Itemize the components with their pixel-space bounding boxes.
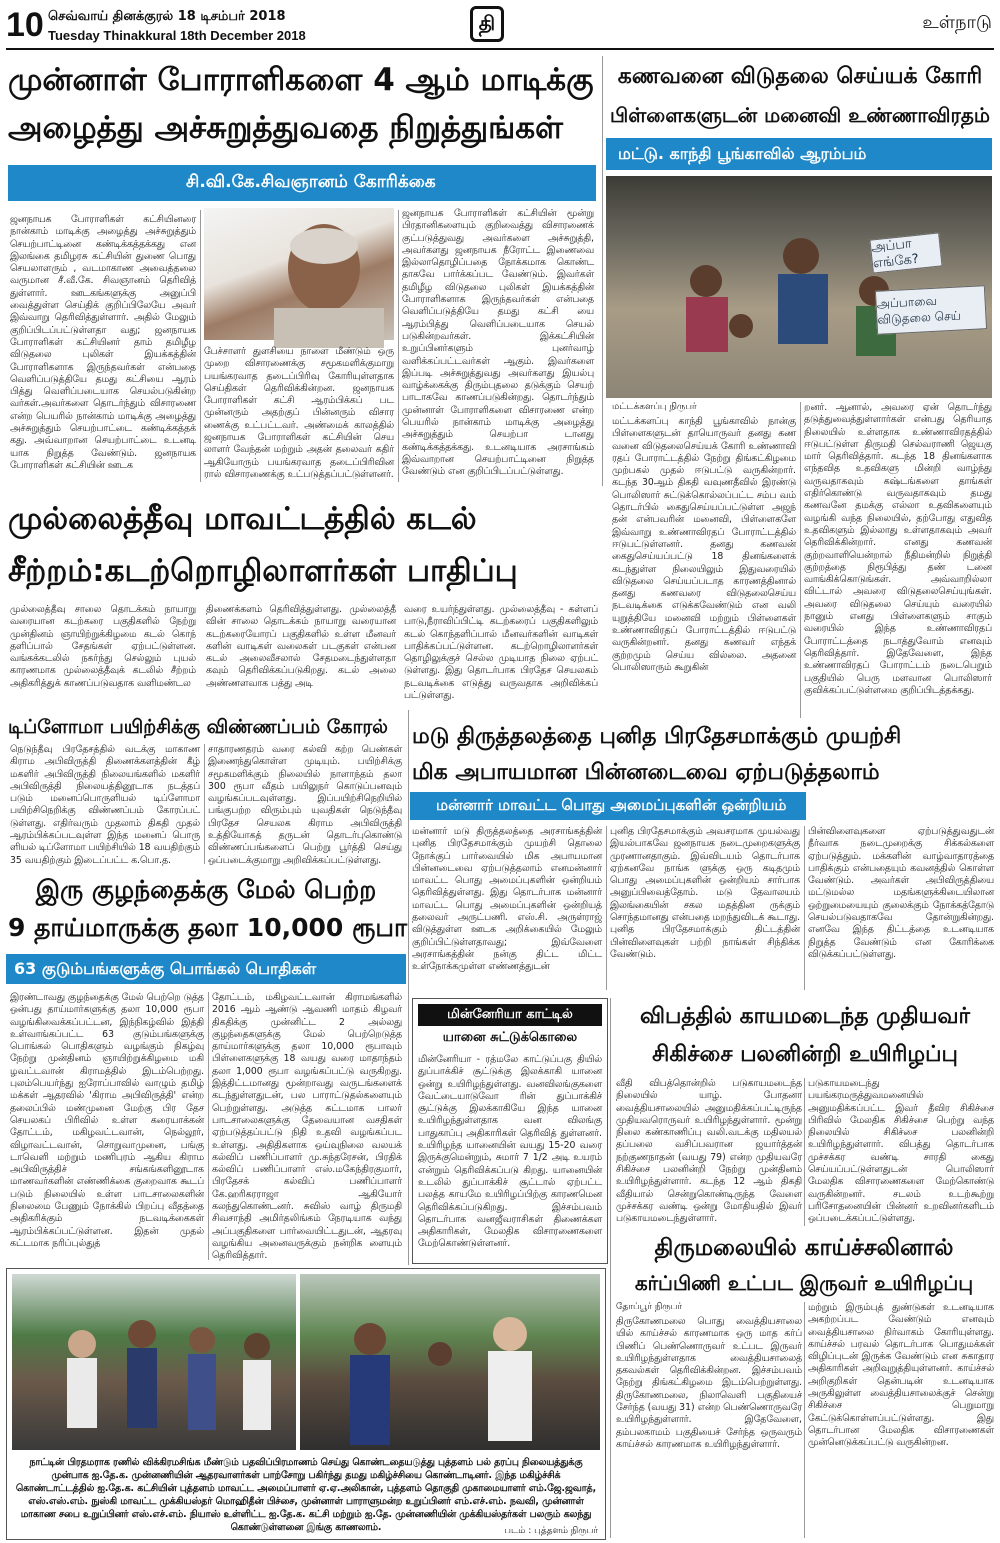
column-rule [204, 744, 205, 864]
story3-col2: திணைக்களம் தெரிவித்துள்ளது. முல்லைத்தீ வின் சாலை தொடக்கம் நாயாறு வரையான கடற்கரையோரப் பகுதிகளில் உள்ள மீனவர் களின் வாடிகள் வலைகள் படகுகள் என்பன கடல் அலைவீசலால் சேதமடைந்துள்ளதா கவும் தெரிவிக்கப்படுகிறது. கடல் அலை அண்ணளவாக பத்து அடி [206, 604, 396, 689]
story1-portrait-photo [204, 208, 394, 340]
column-rule [208, 992, 209, 1260]
column-rule [804, 826, 805, 990]
page-number: 10 [6, 6, 44, 44]
story3-col1: முல்லைத்தீவு சாலை தொடக்கம் நாயாறு வரையான கடற்கரை பகுதிகளில் நேற்று முன்தினம் ஞாயிற்றுக்கிழமை கடல் கொந் தளிப்பால் சேதங்கள் ஏற்பட்டுள்ளன. வங்கக்கடலில் நகர்ந்து செல்லும் புயல் காரணமாக முல்லைத்தீவுக் கடலில் சீற்றம் அதிகரித்துக் காணப்படுவதாக வளிமண்டல [10, 604, 196, 689]
story6-col1: மன்னார் மடு திருத்தலத்தை அரசாங்கத்தின் புனித பிரதேசமாக்கும் முயற்சி தொலை நோக்குப் பார்வையில் மிக அபாயமான பின்னடைவை ஏற்படுத்தலாம் எனமன்னார் மாவட்ட பொது அமைப்புகளின் ஒன்றியம் தெரிவித்துள்ளது. இது தொடர்பாக மன்னார் மாவட்ட பொது அமைப்புகளின் ஒன்றியத் தலைவர் அருட்பணி. எஸ்.சி. அருள்ராஜ் விடுத்துள்ள ஊடக அறிக்கையில் மேலும் குறிப்பிட்டுள்ளதாவது; இவ்வேளை அரசாங்கத்தின் நன்கு திட்ட மிட்ட உள்நோக்கமுள்ள எண்ணத்துடன் [412, 826, 602, 973]
story9-col2: மற்றும் இரும்புத் துண்டுகள் உடனடியாக அகற்றப்பட வேண்டும் எனவும் வைத்தியசாலை நிர்வாகம் கோரியுள்ளது. காய்ச்சல் பரவல் தொடர்பாக பொதுமக்கள் விழிப்புடன் இருக்க வேண்டும் என சுகாதார அதிகாரிகள் அறிவுறுத்தியுள்ளனர். காய்ச்சல் அறிகுறிகள் தென்படின் உடனடியாக அருகிலுள்ள வைத்தியசாலைக்குச் சென்று சிகிச்சை பெறுமாறு கேட்டுக்கொள்ளப்பட்டுள்ளது. இது தொடர்பான மேலதிக விசாரணைகள் முன்னெடுக்கப்பட்டு வருகின்றன. [808, 1302, 994, 1449]
protest-sign-2: அப்பாவை விடுதலை செய் [875, 285, 987, 335]
bottom-photo-caption: நாட்டின் பிரதமராக ரணில் விக்கிரமசிங்க மீண்டும் பதவிப்பிரமாணம் செய்து கொண்டதையடுத்து புத்தளம் பல் தரப்பு நிலையத்துக்கு முன்பாக ஐ.தே.க. முன்னணியின் ஆதரவாளர்கள் பாற்சோறு பகிர்ந்து தமது மகிழ்ச்சியை கொண்டாடினர். இந்த மகிழ்ச்சிக் கொண்டாட்டத்தில் ஐ.தே.க. கட்சியின் புத்தளம் மாவட்ட அமைப்பாளர் ஏ.ஏ.அலிகான், புத்தளம் தொகுதி முகாமையாளர் எம்.ஜே.ஜவாத், எஸ்.எஸ்.எம். நுஸ்கி மாவட்ட முக்கியஸ்தர் மொஹிதீன் பிச்சை, முன்னாள் பாராளுமன்ற உறுப்பினர் எம்.எச்.எம். நவவி, முன்னாள் மாகாண சபை உறுப்பினர் எஸ்.எச்.எம். நியாஸ் உள்ளிட்ட ஐ.தே.க. கட்சி மற்றும் ஐ.தே. முன்னணியின் முக்கியஸ்தர்கள் பலரும் கலந்து கொண்டுள்ளனை இங்கு காணலாம். [15, 1457, 597, 1533]
handshake-figures-icon [300, 1274, 600, 1450]
story2-headline-1: கணவனை விடுதலை செய்யக் கோரி [617, 64, 983, 89]
story9-headline-1: திருமலையில் காய்ச்சலினால் [654, 1235, 954, 1261]
story2-col1: மட்டக்களப்பு காந்தி பூங்காவில் நான்கு பிள்ளைகளுடன் தாயொருவர் தனது கண வனை விடுதலைசெய்யக் கோரி உண்ணாவி ரதப் போராட்டத்தில் நேற்று திங்கட்கிழமை முற்பகல் முதல் ஈடுபட்டு வருகின்றார். கடந்த 30ஆம் திகதி வவுணதீவில் இரண்டு பொலிஸார் சுட்டுக்கொல்லப்பட்ட சம்ப வம் தொடர்பில் கைதுசெய்யப்பட்டுள்ள அஜந் தன் என்பவரின் மனைவி, பிள்ளைகளே இவ்வாறு உண்ணாவிரதப் போராட்டத்தில் ஈடுபட்டுள்ளனர். தனது கணவன் கைதுசெய்யப்பட்டு 18 தினங்களைக் கடந்துள்ள நிலையிலும் இதுவரையில் விடுதலை செய்யப்படாத காரணத்தினால் தனது கணவரை விடுதலைசெய்ய நடவடிக்கை எடுக்கவேண்டும் என வலி யுறுத்தியே மனைவி மற்றும் பிள்ளைகள் உண்ணாவிரதப் போராட்டத்தில் ஈடுபட்டு வருகின்றனர். தனது கணவர் எந்தக் குற்றமும் செய்ய வில்லை. அதனை பொலிஸாரும் கூறுகின் [612, 416, 796, 673]
story6-col2: புனித பிரதேசமாக்கும் அவசரமாக முயல்வது இயல்பாகவே ஜனநாயக நடைமுறைகளுக்கு முரணானதாகும். இவ்விடயம் தொடர்பாக ஏற்கனவே நாங்க ளுக்கு ஒரு கடிதமும் பொது அமைப்புகளின் ஒன்றியம் சார்பாக அனுப்பிவைத்தோம். மடு தேவாலயம் இலங்கையின் சகல மதத்தின ருக்கும் சொந்தமானது என்பதை மறந்துவிடக் கூடாது. புனித பிரதேசமாக்கும் திட்டத்தின் பின்விளைவுகள் பற்றி நாங்கள் சிந்திக்க வேண்டும். [610, 826, 800, 960]
column-rule [804, 1078, 805, 1226]
story1-col1: ஜனநாயக போராளிகள் கட்சியினரை நான்காம் மாடிக்கு அழைத்து அச்சுறுத்தும் செயற்பாட்டினை கண்டிக்கத்தக்கது என இலங்கை தமிழரசு கட்சியின் துணை பொது செயலாளரும் , வடமாகாண அவைத்தலை வருமான சீ.வீ.கே. சிவஞானம் தெரிவித் துள்ளார். ஊடகங்களுக்கு அனுப்பி வைத்துள்ள செய்திக் குறிப்பிலேயே அவர் இவ்வாறு தெரிவித்துள்ளார். அதில் மேலும் குறிப்பிடப்பட்டுள்ளதா வது; ஜனநாயக போராளிகள் கட்சியினர் தாம் தமிழீழ விடுதலை புலிகள் இயக்கத்தின் போராளிகளாக இருந்தவர்கள் என்பதை வெளிப்படுத்தியே தமது கட்சியை ஆரம் பித்து வெளிப்படையாக செயல்படுகின்ற வர்கள்.அவர்களை தொடர்ந்தும் விசாரணை என்ற பெயரில் நான்காம் மாடிக்கு அழைத்து அச்சுறுத்தும் செயற்பாட்டை கண்டிக்கத்தக் கது. அவ்வாறான செயற்பாட்டை உடனடி யாக நிறுத்த வேண்டும். ஜனநாயக போராளிகள் கட்சியின் ஊடக [10, 214, 196, 471]
story1-headline-2: அழைத்து அச்சுறுத்துவதை நிறுத்துங்கள் [8, 110, 564, 146]
story6-subhead: மன்னார் மாவட்ட பொது அமைப்புகளின் ஒன்றியம் [410, 792, 806, 820]
column-rule [610, 998, 611, 1538]
bottom-photo-credit: படம் : புத்தளம் நிருபர் [504, 1526, 598, 1536]
story2-subhead: மட்டு. காந்தி பூங்காவில் ஆரம்பம் [606, 138, 992, 170]
story8-col2: படுகாயமடைந்து பயங்கரமருத்துவமனையில் அனுமதிக்கப்பட்ட இவர் தீவிர சிகிச்சை பிரிவில் மேலதிக சிகிச்சை பெற்று வந்த நிலையில் சிகிச்சை பலனின்றி உயிரிழந்துள்ளார். விபத்து தொடர்பாக முச்சக்கர வண்டி சாரதி கைது செய்யப்பட்டுள்ளதுடன் பொலிஸார் மேலதிக விசாரணைகளை மேற்கொண்டு வருகின்றனர். சடலம் உடற்கூற்று பரிசோதனையின் பின்னர் உறவினர்களிடம் ஒப்படைக்கப்பட்டுள்ளது. [808, 1078, 994, 1225]
story9-col1: திருகோணமலை பொது வைத்தியசாலை யில் காய்ச்சல் காரணமாக ஒரு மாத கர்ப் பிணிப் பெண்ணொருவர் உட்பட இருவர் உயிரிழந்துள்ளதாக வைத்தியசாலைத் தகவல்கள் தெரிவிக்கின்றன. இச்சம்பவம் நேற்று திங்கட்கிழமை இடம்பெற்றுள்ளது. திருகோணமலை, நிலாவெளி பகுதியைச் சேர்ந்த (வயது 31) என்ற பெண்ணொருவரே உயிரிழந்துள்ளார். இதேவேளை, தம்பலகாமம் பகுதியைச் சேர்ந்த ஒருவரும் காய்ச்சல் காரணமாக உயிரிழந்துள்ளார். [616, 1316, 802, 1450]
story9-credit: தோப்பூர் நிருபர் [616, 1302, 683, 1312]
story3-col3: வரை உயர்ந்துள்ளது. முல்லைத்தீவு - கள்ளப் பாடு,நீராவிப்பிட்டி கடற்கரைப் பகுதிகளிலும் கடல் கொந்தளிப்பால் மீனவர்களின் வாடிகள் பாதிக்கப்பட்டுள்ளன. கடற்றொழிலாளர்கள் தொழிலுக்குச் செல்ல முடியாத நிலை ஏற்பட் டுள்ளது. இது தொடர்பாக பிரதேச செயலகம் நடவடிக்கை எடுத்து வருவதாக அறிவிக்கப் பட்டுள்ளது. [404, 604, 598, 702]
story3-headline-2: சீற்றம்:கடற்றொழிலாளர்கள் பாதிப்பு [8, 553, 518, 589]
story6-headline-2: மிக அபாயமான பின்னடைவை ஏற்படுத்தலாம் [412, 760, 880, 785]
story8-headline-2: சிகிச்சை பலனின்றி உயிரிழப்பு [652, 1042, 958, 1067]
story1-col2: பேச்சாளர் துளசியை நாளை மீண்டும் ஒரு முறை விசாரணைக்கு சமூகமளிக்குமாறு பயங்கரவாத தடைப்பிரிவு கோரியுள்ளதாக செய்திகள் தெரிவிக்கின்றன. ஜனநாயக போராளிகள் கட்சி ஆரம்பிக்கப் பட முன்னரும் அதற்குப் பின்னரும் விசார ணைக்கு உட்பட்டவர். அண்மைக் காலத்தில் ஜனநாயக போராளிகள் கட்சியின் செய லாளர் வேந்தன் மற்றும் அதன் தலைவர் கதிர் ஆகியோரும் பயங்கரவாத தடைப்பிரிவின ரால் விசாரணைக்கு உட்படுத்தப்பட்டுள்ளனர். [204, 346, 394, 480]
portrait-figure-icon [204, 208, 394, 340]
story6-headline-1: மடு திருத்தலத்தை புனித பிரதேசமாக்கும் முயற்சி [412, 724, 902, 749]
story5-headline-2: 9 தாய்மாருக்கு தலா 10,000 ரூபா [8, 913, 408, 942]
story6-col3: பின்விளைவுகளை ஏற்படுத்துவதுடன் நீர்வாக நடைமுறைக்கு சிக்கல்களை ஏற்படுத்தும். மக்களின் வாழ்வாதாரத்தை பாதிக்கும் என்பதையும் கவனத்தில் கொள்ள வேண்டும். அவர்கள் அபிவிருத்தியை மட்டுமல்ல மதங்களுக்கிடையிலான ஒற்றுமையையும் குலைக்கும் நோக்கத்தோடு செயல்படுவதாகவே தோன்றுகின்றது. எனவே இந்த திட்டத்தை உடனடியாக நிறுத்த வேண்டும் என கோரிக்கை விடுக்கப்பட்டுள்ளது. [808, 826, 994, 960]
column-rule [602, 56, 603, 486]
story5-col2: தோட்டம், மகிழவட்டவான் கிராமங்களில் 2016 ஆம் ஆண்டு ஆவணி மாதம் கிழவர் திகதிக்கு முன்னிட்ட 2 அல்லது குழந்தைகளுக்கு மேல் பெற்றெடுத்த தாய்மார்களுக்கு தலா 10,000 ரூபாவும் பிள்ளைகளுக்கு 18 வயது வரை மாதாந்தம் தலா 1,000 ரூபா வழங்கப்பட்டு வருகிறது. இத்திட்டமானது மூன்றாவது வருடங்களைக் கடந்துள்ளதுடன், பல பாராட்டுதல்களையும் பெற்றுள்ளது. அடுத்த கட்டமாக பாலர் பாடசாலைகளுக்கு தேவையான வசதிகள் ஏற்படுத்தப்பட்டு நிதி உதவி வழங்கப்பட உள்ளது. அதிதிகளாக ஒய்வுநிலை வலயக் கல்விப் பணிப்பாளர் மு.சுந்தரேசன், பிரதிக் கல்விப் பணிப்பாளர் எஸ்.மகேந்திரகுமார், பிரதேசக் கல்விப் பணிப்பாளர் கே.ஹரிகரராஜா ஆகியோர் கலந்துகொண்டனர். சுவிஸ் வாழ் திருமதி சிவசாந்தி அமிர்தலிங்கம் நேரடியாக வந்து அப்பகுதிகளை பார்வையிட்டதுடன், ஆதரவு வழங்கிய அனைவருக்கும் நன்றிக ளையும் தெரிவித்தார். [212, 992, 402, 1262]
story2-credit: மட்டக்களப்பு நிருபர் [612, 402, 697, 412]
column-rule [408, 710, 409, 1265]
section-name: உள்நாடு [922, 12, 992, 33]
newspaper-logo: தி [470, 6, 504, 42]
story5-col1: இரண்டாவது குழந்தைக்கு மேல் பெற்றெ டுத்த ஒன்பது தாய்மார்களுக்கு தலா 10,000 ரூபா வழங்கிவைக்கப்பட்டன, இந்நிகழ்வில் இத்தி உள்வாங்கப்பட்ட 63 குடும்பங்களுக்கு பொங்கல் பொதிகளும் வழங்கும் நிகழ்வு நேற்று முன்தினம் ஞாயிற்றுக்கிழமை மகி ழவட்டவான் கிராமத்தில் இடம்பெற்றது. புலம்பெயர்ந்து ஐரோப்பாவில் வாழும் தமிழ் மக்கள் ஆதரவில் 'கிராம அபிவிருத்தி' என்ற தலைப்பில் மண்முனை மேற்கு பிர தேச செயலகப் பிரிவில் உள்ள கரையாக்கன் தோட்டம், மகிழவட்டவான், நெல்லூர், விழாவட்டவான், சொறுவாமுனை, பங்கு டாவெளி மற்றும் மணிபுரம் ஆகிய கிராம அபிவிருத்திச் சங்கங்களினூடாக மாணவர்களின் எண்ணிக்கை குறைவாக கூடப் படும் நிலையில் உள்ள பாடசாலைகளின் நிலைமை பேணும் நோக்கில் பிறப்பு வீதத்தை அதிகரிக்கும் நடவடிக்கைகள் ஆரம்பிக்கப்பட்டுள்ளன. இதன் முதல் கட்டமாக நரிப்புல்துத் [10, 992, 204, 1249]
column-rule [804, 1302, 805, 1538]
column-rule [398, 210, 399, 482]
story1-subhead: சி.வி.கே.சிவஞானம் கோரிக்கை [8, 165, 596, 201]
story2-col2: றனர். ஆனால், அவரை ஏன் தொடர்ந்து தடுத்துவைத்துள்ளார்கள் என்பது தெரியாத நிலையில் உள்ளதாக உண்ணாவிரதத்தில் ஈடுபட்டுள்ள திருமதி செல்வராணி ஜெயகு மார் தெரிவித்தார். கடந்த 18 தினங்களாக எந்தவித உதவிகளு மின்றி வாழ்ந்து வருவதாகவும் கஷ்டங்களை தாங்கள் எதிர்கொண்டு வருவதாகவும் தமது கணவனே தமக்கு எல்லா உதவிகளையும் வழங்கி வந்த நிலையில், தற்போது எதுவித உதவிகளும் இல்லாது உள்ளதாகவும் அவர் தெரிவிக்கின்றார். எனது கணவன் குற்றவாளியென்றால் நீதிமன்றில் நிறுத்தி குற்றத்தை நிரூபித்து தண் டனை வாங்கிக்கொடுங்கள். அவ்வாறில்லா விட்டால் அவரை விடுதலைசெய்யுங்கள். அவரை விடுதலை செய்யும் வரையில் நானும் எனது பிள்ளைகளும் சாகும் வரையில் இந்த உண்ணாவிரதப் போராட்டத்தை நடாத்துவோம் எனவும் தெரிவித்தார். இதேவேளை, இந்த உண்ணாவிரதப் போராட்டம் நடைபெறும் பகுதியில் பெரு மளவான பொலிஸார் குவிக்கப்பட்டுள்ளமை குறிப்பிடத்தக்கது. [804, 402, 992, 696]
story8-col1: வீதி விபத்தொன்றில் படுகாயமடைந்த நிலையில் யாழ். போதனா வைத்தியசாலையில் அனுமதிக்கப்பட்டிருந்த முதியவரொருவர் உயிரிழந்துள்ளார். மூன்று நிலை கண்காணிப்பு வலி.வடக்கு மதிலயல் தப்பலை வசிப்பவரான ஜயார்த்தன் நற்குணநாதன் (வயது 79) என்ற முதியவரே சிகிச்சை பலனின்றி நேற்று முன்தினம் உயிரிழந்துள்ளார். கடந்த 12 ஆம் திகதி வீதியால் சென்றுகொண்டிருந்த வேளை முச்சக்கர வண்டி ஒன்று மோதியதில் இவர் படுகாயமடைந்துள்ளார். [616, 1078, 802, 1225]
date-english: Tuesday Thinakkural 18th December 2018 [48, 28, 306, 43]
story7-headline-2: யானை சுட்டுக்கொலை [442, 1030, 578, 1045]
protest-sign-1: அப்பா எங்கே? [869, 232, 942, 273]
story1-col3: ஜனநாயக போராளிகள் கட்சியின் மூன்று பிரதானிகளையும் குறிவைத்து விசாரணைக் குட்படுத்துவது அவர்களை அச்சுறுத்தி, அவர்களது ஜனநாயக நீரோட்ட இணைவை இல்லாதொழிப்பதை நோக்கமாக கொண்ட தாகவே பார்க்கப்பட வேண்டும். இவர்கள் தமிழீழ விடுதலை புலிகள் இயக்கத்தின் போராளிகளாக இருந்தவர்கள் என்பதை வெளிப்படுத்தியே தமது கட்சி யை ஆரம்பித்து வெளிப்படையாக செயல் படுகின்றவர்கள். இக்கட்சியின் உறுப்பினர்களும் புனர்வாழ் வளிக்கப்பட்டவர்கள் ஆகும். இவர்களை இப்படி அச்சுறுத்துவது அவர்களது இயல்பு வாழ்க்கைக்கு திரும்புதலை தடுக்கும் செயற் பாடாகவே காணப்படுகின்றது. தொடர்ந்தும் முன்னாள் போராளிகளை விசாரணை என்ற பெயரில் நான்காம் மாடிக்கு அழைத்து அச்சுறுத்தும் செயற்பா டானது கண்டிக்கத்தக்கது. உடனடியாக அரசாங்கம் இவ்வாறான செயற்பாட்டினை நிறுத்த வேண்டும் என குறிப்பிடப்பட்டுள்ளது. [402, 208, 594, 478]
story1-headline-1: முன்னாள் போராளிகளை 4 ஆம் மாடிக்கு [8, 62, 594, 98]
story2-headline-2: பிள்ளைகளுடன் மனைவி உண்ணாவிரதம் [610, 103, 990, 127]
story4-col2: சாதாரணதரம் வரை கல்வி கற்ற பெண்கள் இணைந்துகொள்ள முடியும். பயிற்சிக்கு சமூகமளிக்கும் நிலையில் நாளாந்தம் தலா 300 ரூபா வீதம் பயிலுநர் கொடுப்பனவும் வழங்கப்படவுள்ளது. இப்பயிற்சிநெறியில் பங்குபற்ற விரும்பும் யுவதிகள் நெடுந்தீவு பிரதேச செயலக கிராம அபிவிருத்தி உத்தியோகத் தருடன் தொடர்புகொண்டு விண்ணப்பங்களைப் பெற்று பூர்த்தி செய்து ஒப்படைக்குமாறு அறிவிக்கப்பட்டுள்ளது. [208, 744, 402, 866]
column-rule [800, 402, 801, 718]
column-rule [200, 210, 201, 482]
bottom-photo-left [12, 1274, 296, 1450]
story4-col1: நெடுந்தீவு பிரதேசத்தில் வடக்கு மாகாண கிராம அபிவிருத்தி திணைக்களத்தின் கீழ் மகளிர் அபிவிருத்தி நிலையங்களில் மகளிர் அபிவிருத்தி நிலையத்தினூடாக நடத்தப் படும் மனைப்பொருளியல் டிப்ளோமா பயிற்சிநெறிக்கு விண்ணப்பம் கோரப்பட் டுள்ளது. எதிர்வரும் முதலாம் திகதி முதல் ஆரம்பிக்கப்படவுள்ள இந்த மனைப் பொரு ளியல் டிப்ளோமா பயிற்சியில் 18 வயதிற்கும் 35 வயதிற்கும் இடைப்பட்ட க.பொ.த. [10, 744, 200, 866]
story4-headline: டிப்ளோமா பயிற்சிக்கு விண்ணப்பம் கோரல் [8, 716, 388, 738]
header-rule [6, 48, 994, 50]
bottom-photo-right [300, 1274, 600, 1450]
story5-headline-1: இரு குழந்தைக்கு மேல் பெற்ற [35, 875, 377, 904]
story8-headline-1: விபத்தில் காயமடைந்த முதியவர் [639, 1004, 971, 1029]
story9-headline-2: கர்ப்பிணி உட்பட இருவர் உயிரிழப்பு [634, 1271, 974, 1295]
date-tamil: செவ்வாய் தினக்குரல் 18 டிசம்பர் 2018 [48, 9, 286, 24]
story2-protest-photo [606, 176, 992, 398]
crowd-figures-icon [12, 1274, 296, 1450]
story7-headline-1: மின்னேரியா காட்டில் [418, 1004, 602, 1026]
story5-subhead: 63 குடும்பங்களுக்கு பொங்கல் பொதிகள் [6, 954, 406, 984]
story3-headline-1: முல்லைத்தீவு மாவட்டத்தில் கடல் [8, 501, 477, 537]
column-rule [606, 826, 607, 990]
story7-body: மின்னேரியா - ரத்மலே காட்டுப்பகு தியில் துப்பாக்கிச் சூட்டுக்கு இலக்காகி யானை ஒன்று உயிரிழந்துள்ளது. வனவிலங்குகளை வேட்டையாடுவோ ரின் துப்பாக்கிச் சூட்டுக்கு இலக்காகியே இந்த யானை உயிரிழந்துள்ளதாக வன விலங்கு பாதுகாப்பு அதிகாரிகள் தெரிவித் துள்ளனர். உயிரிழந்த யானையின் வயது 15-20 வரை இருக்குமென்றும், சுமார் 7 1/2 அடி உயரம் என்றும் தெரிவிக்கப்படு கிறது. யானையின் உடலில் துப்பாக்கிச் சூட்டால் ஏற்பட்ட பலத்த காயமே உயிரிழப்பிற்கு காரணமென தெரிவிக்கப்படுகிறது. இச்சம்பவம் தொடர்பாக வனஜீவராசிகள் திணைக்கள அதிகாரிகள், மேலதிக விசாரணைகளை மேற்கொண்டுள்ளனர். [418, 1054, 602, 1250]
